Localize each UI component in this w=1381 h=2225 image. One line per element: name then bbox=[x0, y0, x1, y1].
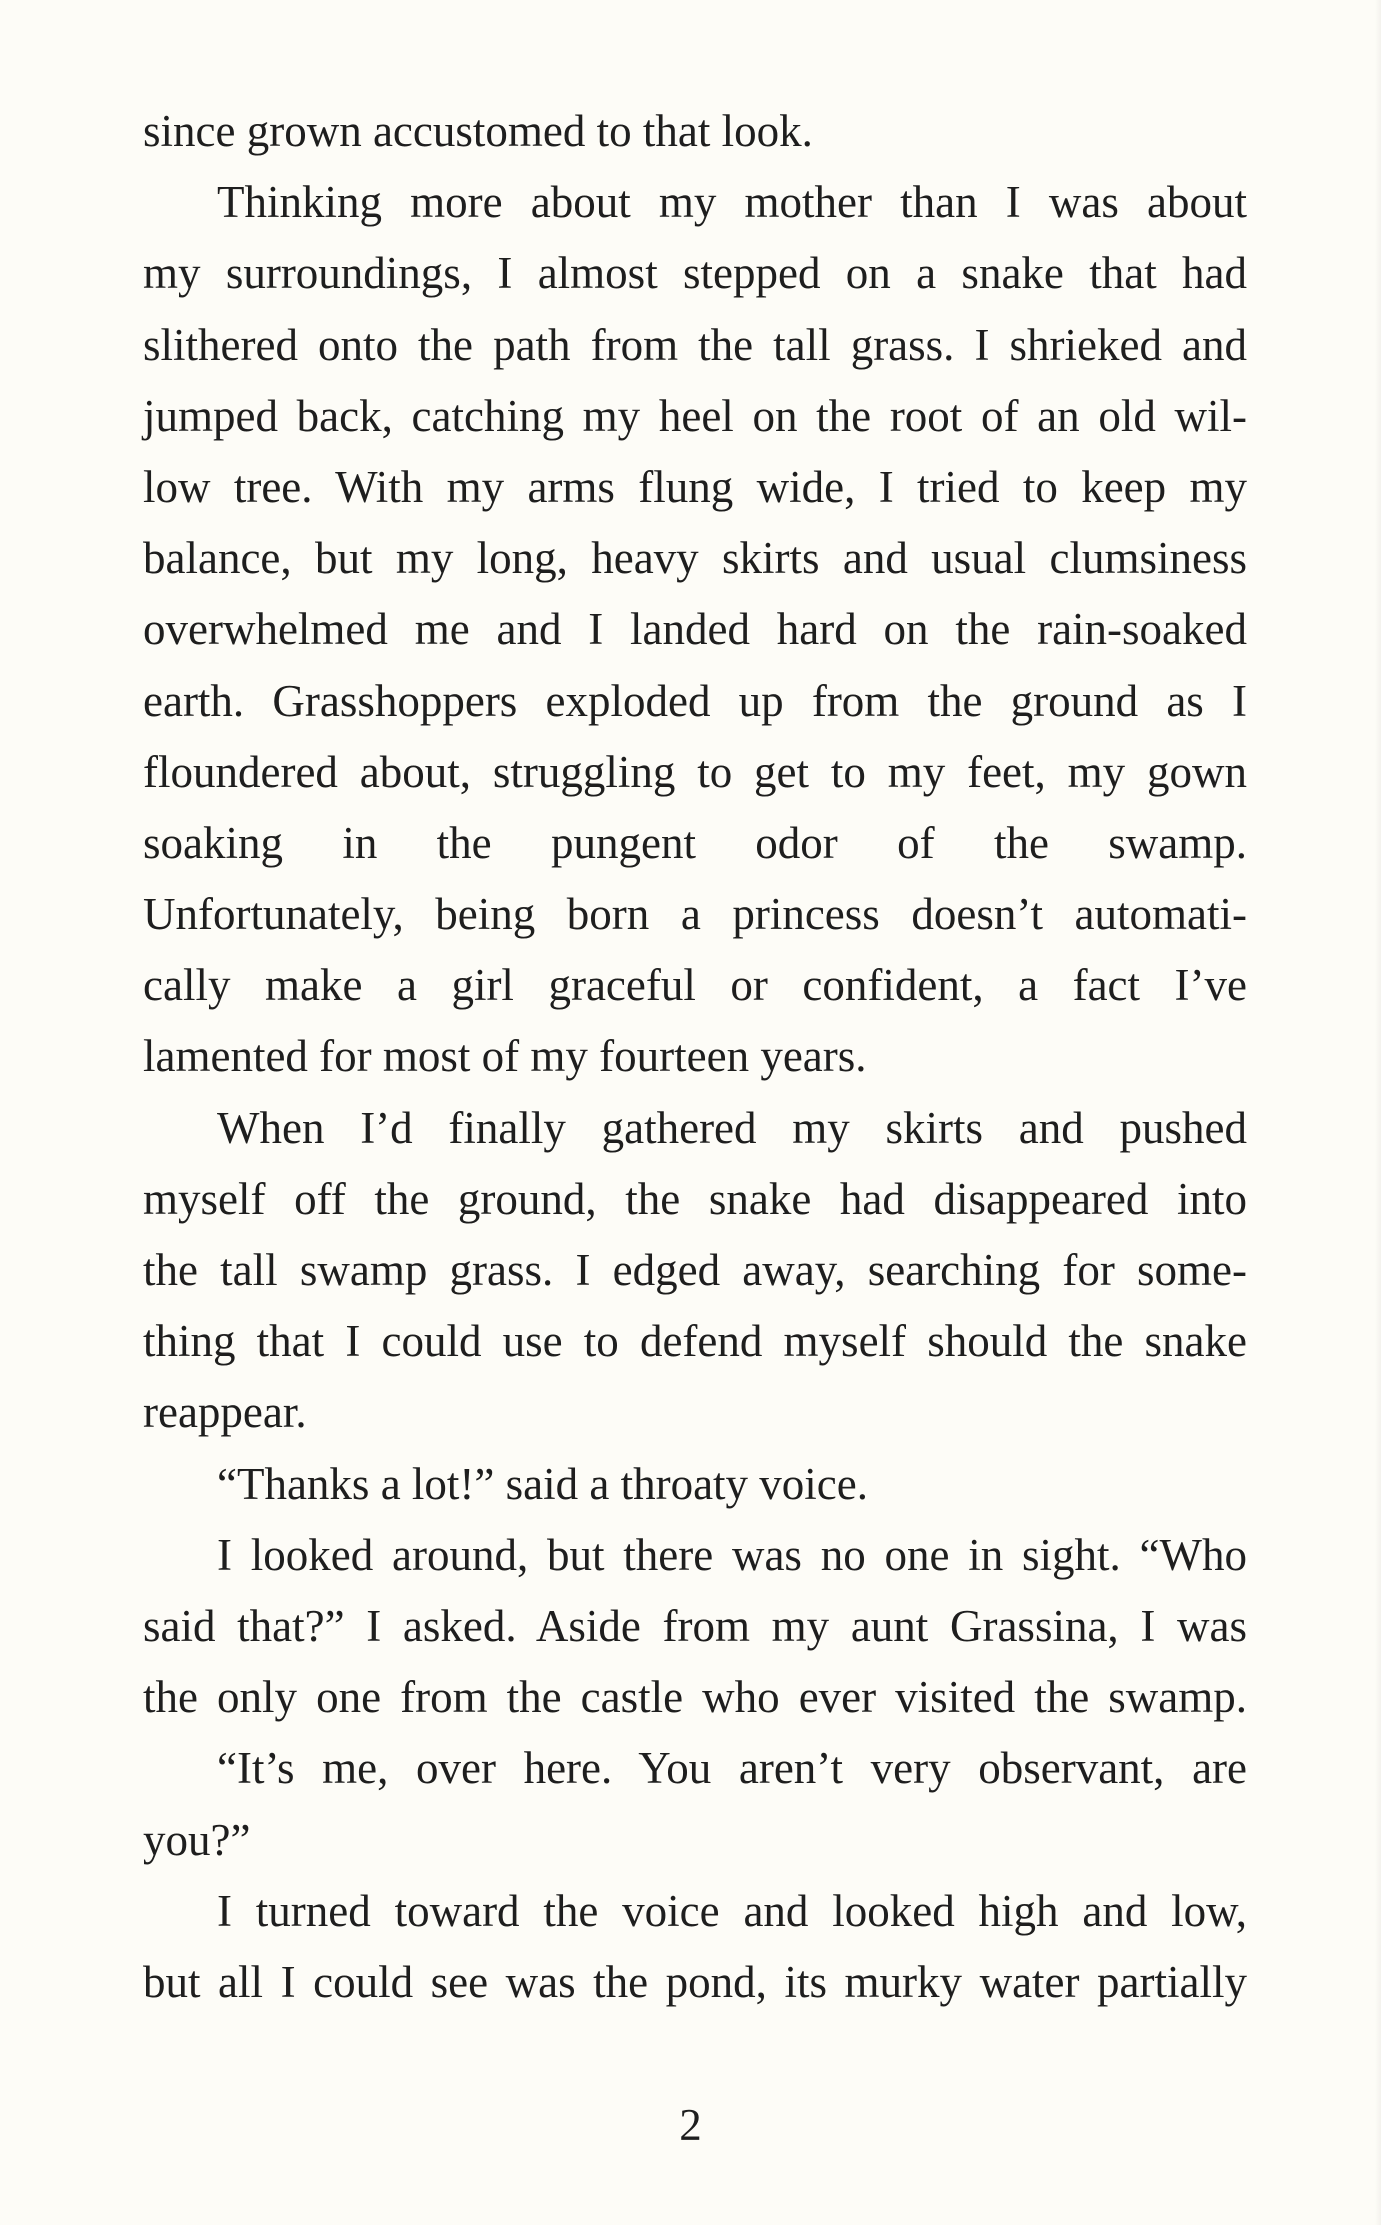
text-line: lamented for most of my fourteen years. bbox=[143, 1031, 867, 1082]
body-text bbox=[143, 96, 1247, 2018]
text-line: said that?” I asked. Aside from my aunt Grassina, I was bbox=[143, 1600, 1247, 1651]
text-line: I looked around, but there was no one in sight. “Who bbox=[217, 1529, 1247, 1580]
text-line: overwhelmed me and I landed hard on the rain-soaked bbox=[143, 604, 1247, 655]
text-line: “It’s me, over here. You aren’t very observant, are bbox=[217, 1743, 1247, 1794]
text-line: thing that I could use to defend myself should the snake bbox=[143, 1316, 1247, 1367]
page-edge-shadow bbox=[1375, 0, 1381, 2225]
text-line: I turned toward the voice and looked high and low, bbox=[217, 1885, 1247, 1936]
text-line: since grown accustomed to that look. bbox=[143, 106, 813, 156]
text-line: cally make a girl graceful or confident, a fact I’ve bbox=[143, 960, 1247, 1011]
text-line: the tall swamp grass. I edged away, searching for some- bbox=[143, 1245, 1247, 1295]
page-number: 2 bbox=[679, 2100, 702, 2150]
text-line: but all I could see was the pond, its murky water partially bbox=[143, 1956, 1247, 2007]
text-line: floundered about, struggling to get to my feet, my gown bbox=[143, 746, 1247, 797]
text-line: “Thanks a lot!” said a throaty voice. bbox=[217, 1458, 869, 1509]
text-line: Thinking more about my mother than I was about bbox=[217, 177, 1247, 228]
text-line: my surroundings, I almost stepped on a snake that had bbox=[143, 248, 1247, 299]
text-line: balance, but my long, heavy skirts and usual clumsiness bbox=[143, 533, 1247, 584]
text-line: When I’d finally gathered my skirts and pushed bbox=[217, 1102, 1247, 1153]
text-line: you?” bbox=[143, 1814, 251, 1865]
text-line: myself off the ground, the snake had disappeared into bbox=[143, 1173, 1247, 1224]
text-line: earth. Grasshoppers exploded up from the ground as I bbox=[143, 675, 1247, 726]
text-line: soaking in the pungent odor of the swamp. bbox=[143, 817, 1247, 868]
text-line: the only one from the castle who ever visited the swamp. bbox=[143, 1672, 1247, 1723]
text-line: low tree. With my arms flung wide, I tried to keep my bbox=[143, 461, 1247, 512]
text-line: jumped back, catching my heel on the root of an old wil- bbox=[143, 390, 1247, 441]
text-line: slithered onto the path from the tall grass. I shrieked and bbox=[143, 319, 1247, 370]
text-line: Unfortunately, being born a princess doesn’t automati- bbox=[143, 889, 1247, 940]
text-line: reappear. bbox=[143, 1387, 307, 1438]
